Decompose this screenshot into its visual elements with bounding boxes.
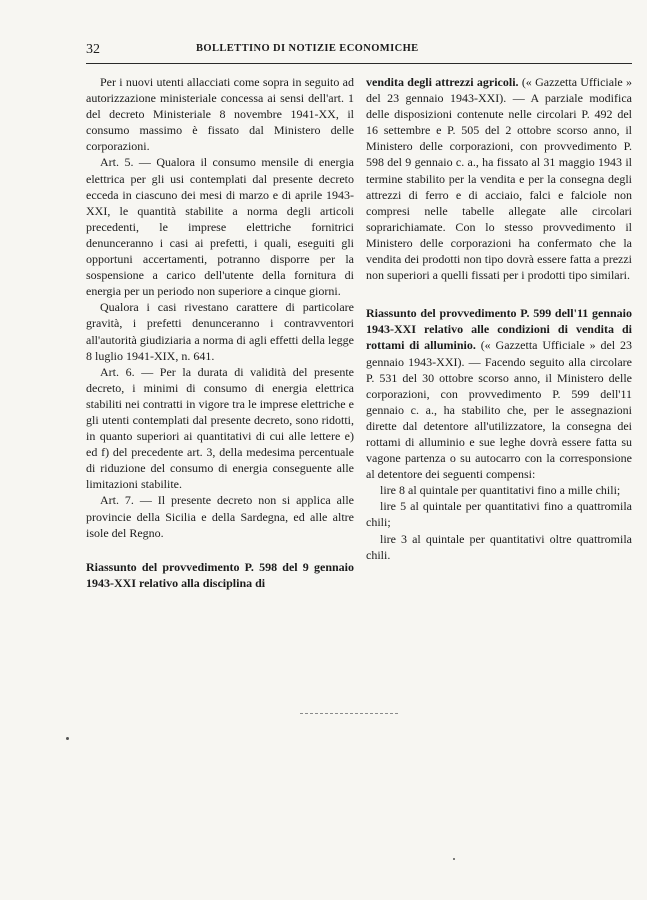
compenso-item: lire 5 al quintale per quantitativi fino a quattromila chili; bbox=[366, 499, 632, 530]
paragraph-598 bbox=[366, 74, 632, 283]
paragraph-598-text: (« Gazzetta Ufficiale » del 23 gennaio 1943-XXI). — A parziale modifica delle disposizioni contenute nelle circolari P. 492 del 16 settembre e P. 505 del 2 ottobre scorso anno, il Ministero delle corporazioni, con provvedimento P. 598 del 9 gennaio c. a., ha fissato al 31 maggio 1943 il termine stabilito per la vendita e per la consegna degli attrezzi di ferro e di acciaio, falci e falciole non compresi nelle tabelle allegate alle circolari soprarichiamate. Con lo stesso provvedimento il Ministero delle corporazioni ha confermato che la vendita dei prodotti non tipo dovrà essere fatta a prezzi non superiori a quelli fissati per i prodotti tipo similari. bbox=[366, 75, 632, 283]
print-speck bbox=[453, 858, 455, 860]
paragraph-599 bbox=[366, 305, 632, 482]
heading-598-start: Riassunto del provvedimento P. 598 del 9 gennaio 1943-XXI relativo alla disciplina di bbox=[86, 559, 354, 590]
heading-598-end: vendita degli attrezzi agricoli. bbox=[366, 75, 519, 89]
running-title: BOLLETTINO DI NOTIZIE ECONOMICHE bbox=[196, 43, 419, 54]
footer-dashed-rule bbox=[300, 713, 398, 714]
paragraph-art-6: Art. 6. — Per la durata di validità del presente decreto, i minimi di consumo di energia elettrica stabiliti nei contratti in vigore tra le imprese elettriche e gli utenti contemplati dal presente decreto, sono ridotti, in quanto superiori ai quantitativi di cui alle lettere e) ed f) del precedente art. 3, della medesima percentuale di riduzione del consumo di energia conseguente alle limitazioni stabilite. bbox=[86, 364, 354, 492]
compenso-item: lire 3 al quintale per quantitativi oltre quattromila chili. bbox=[366, 531, 632, 562]
right-column bbox=[366, 74, 632, 563]
paragraph-new-users: Per i nuovi utenti allacciati come sopra in seguito ad autorizzazione ministeriale concessa ai sensi dell'art. 1 del decreto Ministeriale 8 novembre 1941-XX, il consumo massimo è fissato dal Ministero delle corporazioni. bbox=[86, 75, 354, 154]
page-number: 32 bbox=[86, 42, 100, 57]
header-rule bbox=[86, 63, 632, 64]
paragraph-art-5: Art. 5. — Qualora il consumo mensile di energia elettrica per gli usi contemplati dal presente decreto ecceda in ciascuno dei mesi di marzo e di aprile 1943-XXI, le quantità stabilite a norma degli articoli precedenti, le imprese elettriche fornitrici denunceranno i casi ai prefetti, i quali, eseguiti gli opportuni accertamenti, potranno disporre per la sospensione a carico dell'utente della fornitura di energia per un periodo non superiore a cinque giorni. bbox=[86, 155, 354, 299]
paragraph-art-7: Art. 7. — Il presente decreto non si applica alle provincie della Sicilia e della Sardegna, ed alle altre isole del Regno. bbox=[86, 493, 354, 540]
print-speck bbox=[66, 737, 69, 740]
heading-599: Riassunto del provvedimento P. 599 dell'11 gennaio 1943-XXI relativo alle condizioni di vendita di rottami di alluminio. bbox=[366, 306, 632, 353]
compenso-item: lire 8 al quintale per quantitativi fino a mille chili; bbox=[380, 483, 621, 498]
paragraph-gravity: Qualora i casi rivestano carattere di particolare gravità, i prefetti denunceranno i contravventori all'autorità giudiziaria a norma di agli effetti della legge 8 luglio 1941-XIX, n. 641. bbox=[86, 300, 354, 363]
left-column bbox=[86, 74, 354, 591]
paragraph-599-text: (« Gazzetta Ufficiale » del 23 gennaio 1943-XXI). — Facendo seguito alla circolare P. 531 del 30 ottobre scorso anno, il Ministero delle corporazioni, con provvedimento P. 599 dell'11 gennaio c. a., ha stabilito che, per le assegnazioni dirette dal detentore all'utilizzatore, la consegna dei rottami di alluminio e sue leghe dovrà essere fatta su vagone partenza o su autocarro con la corresponsione al detentore dei seguenti compensi: bbox=[366, 338, 632, 482]
